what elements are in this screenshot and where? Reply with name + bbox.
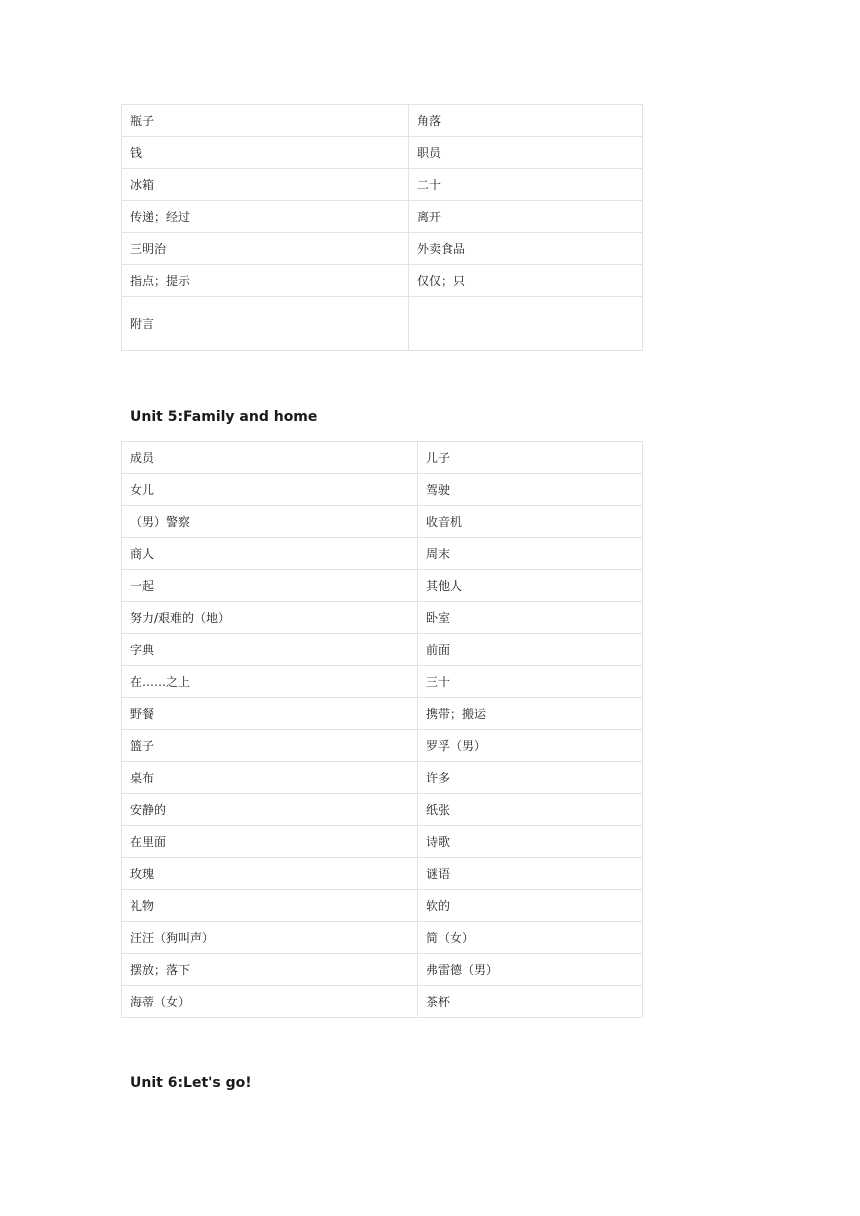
table-cell: 安静的 — [122, 794, 418, 826]
table-row — [122, 666, 643, 698]
table-cell: 野餐 — [122, 698, 418, 730]
table-row — [122, 794, 643, 826]
table-cell: 携带；搬运 — [418, 698, 643, 730]
table-row — [122, 602, 643, 634]
unit5-heading: Unit 5:Family and home — [130, 409, 318, 425]
table-cell: 茶杯 — [418, 986, 643, 1018]
table-row — [122, 442, 643, 474]
table-row — [122, 169, 643, 201]
table-cell: 外卖食品 — [409, 233, 643, 265]
table-cell: 钱 — [122, 137, 409, 169]
table-row — [122, 538, 643, 570]
table-row — [122, 233, 643, 265]
table-body — [122, 442, 643, 1018]
table-cell: 二十 — [409, 169, 643, 201]
table-row — [122, 954, 643, 986]
vocabulary-table-unit4 — [121, 104, 643, 351]
table-row — [122, 698, 643, 730]
table-cell: 谜语 — [418, 858, 643, 890]
table-cell: 摆放；落下 — [122, 954, 418, 986]
table-cell: 简（女） — [418, 922, 643, 954]
table-cell: 篮子 — [122, 730, 418, 762]
table-cell: 在里面 — [122, 826, 418, 858]
table-cell: 卧室 — [418, 602, 643, 634]
table-cell: 传递；经过 — [122, 201, 409, 233]
table-cell: 职员 — [409, 137, 643, 169]
table-cell: 离开 — [409, 201, 643, 233]
table-row — [122, 986, 643, 1018]
table-cell: 女儿 — [122, 474, 418, 506]
table-cell: 诗歌 — [418, 826, 643, 858]
table-row — [122, 826, 643, 858]
unit6-heading: Unit 6:Let's go! — [130, 1075, 252, 1091]
table-row — [122, 922, 643, 954]
table-cell: 海蒂（女） — [122, 986, 418, 1018]
table-row — [122, 474, 643, 506]
table-row — [122, 762, 643, 794]
table-cell: 其他人 — [418, 570, 643, 602]
table-row — [122, 506, 643, 538]
table-cell: 角落 — [409, 105, 643, 137]
table-cell: 礼物 — [122, 890, 418, 922]
table-cell: 三明治 — [122, 233, 409, 265]
table-cell: 儿子 — [418, 442, 643, 474]
table-row — [122, 858, 643, 890]
table-row — [122, 570, 643, 602]
table-cell: 驾驶 — [418, 474, 643, 506]
table-row — [122, 137, 643, 169]
table-cell: 汪汪（狗叫声） — [122, 922, 418, 954]
table-cell: （男）警察 — [122, 506, 418, 538]
table-cell: 仅仅；只 — [409, 265, 643, 297]
table-cell: 玫瑰 — [122, 858, 418, 890]
table-cell: 冰箱 — [122, 169, 409, 201]
table-cell — [409, 297, 643, 351]
table-cell: 罗孚（男） — [418, 730, 643, 762]
table-cell: 一起 — [122, 570, 418, 602]
table-cell: 软的 — [418, 890, 643, 922]
table-cell: 前面 — [418, 634, 643, 666]
table-row — [122, 890, 643, 922]
table-row — [122, 105, 643, 137]
table-cell: 三十 — [418, 666, 643, 698]
table-cell: 字典 — [122, 634, 418, 666]
table-row — [122, 634, 643, 666]
table-row — [122, 265, 643, 297]
table-cell: 收音机 — [418, 506, 643, 538]
table-cell: 纸张 — [418, 794, 643, 826]
table-cell: 瓶子 — [122, 105, 409, 137]
table-cell: 周末 — [418, 538, 643, 570]
table-cell: 在……之上 — [122, 666, 418, 698]
table-cell: 努力/艰难的（地） — [122, 602, 418, 634]
table-cell: 弗雷德（男） — [418, 954, 643, 986]
table-body — [122, 105, 643, 351]
table-cell: 商人 — [122, 538, 418, 570]
table-row — [122, 201, 643, 233]
table-cell: 许多 — [418, 762, 643, 794]
table-cell: 指点；提示 — [122, 265, 409, 297]
table-cell: 桌布 — [122, 762, 418, 794]
vocabulary-table-unit5 — [121, 441, 643, 1018]
table-row — [122, 730, 643, 762]
table-cell: 成员 — [122, 442, 418, 474]
table-cell: 附言 — [122, 297, 409, 351]
table-row — [122, 297, 643, 351]
